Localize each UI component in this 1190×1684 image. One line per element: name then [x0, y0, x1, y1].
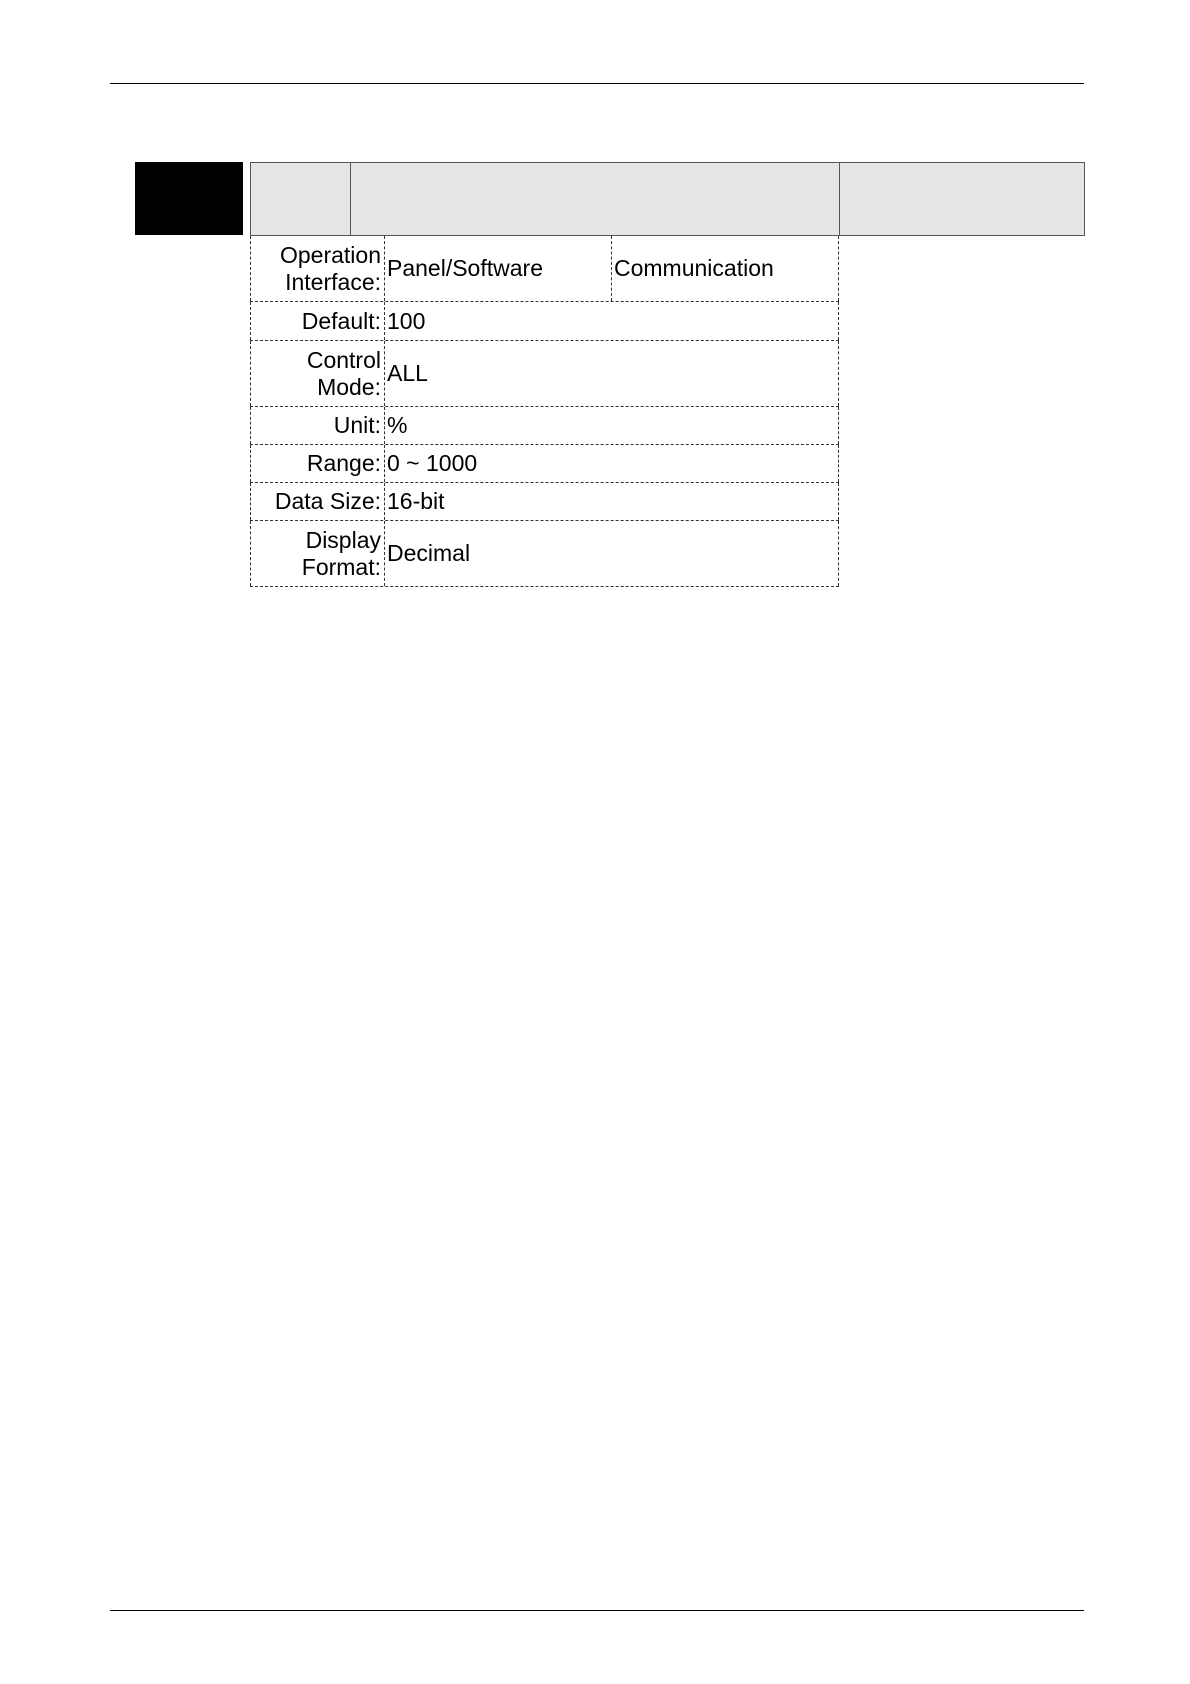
- header-divider: [839, 163, 840, 235]
- parameter-attributes-table: [250, 236, 839, 587]
- unit-label: [250, 407, 385, 444]
- data-size-row: [250, 483, 839, 521]
- communication-text: Communication: [614, 255, 774, 281]
- display-format-label: [250, 521, 385, 586]
- value-text: 16-bit: [387, 488, 445, 514]
- header-rule: [110, 83, 1084, 84]
- label-text: Unit:: [333, 412, 381, 438]
- label-line: Mode:: [317, 373, 381, 400]
- data-size-value: [385, 483, 839, 520]
- label-line: Control: [306, 346, 381, 373]
- label-text: Range:: [306, 450, 381, 476]
- display-format-row: [250, 521, 839, 587]
- value-text: %: [387, 412, 408, 438]
- parameter-number-block: [135, 162, 243, 235]
- control-mode-row: [250, 341, 839, 407]
- label-text: Data Size:: [274, 488, 381, 514]
- panel-software-cell: [385, 236, 612, 301]
- footer-rule: [110, 1610, 1084, 1611]
- operation-interface-label: [250, 236, 385, 301]
- default-label: [250, 302, 385, 340]
- value-text: 100: [387, 307, 426, 334]
- display-format-value: [385, 521, 839, 586]
- control-mode-value: [385, 341, 839, 406]
- range-row: [250, 445, 839, 483]
- parameter-header-bar: [250, 162, 1085, 236]
- operation-interface-value: [385, 236, 839, 301]
- label-text: Default:: [301, 307, 381, 334]
- data-size-label: [250, 483, 385, 520]
- label-line: Operation: [279, 241, 381, 268]
- value-text: 0 ~ 1000: [387, 450, 478, 476]
- unit-value: [385, 407, 839, 444]
- label-line: Display: [305, 526, 381, 553]
- label-line: Format:: [301, 553, 381, 580]
- control-mode-label: [250, 341, 385, 406]
- unit-row: [250, 407, 839, 445]
- communication-cell: [612, 236, 774, 301]
- panel-software-text: Panel/Software: [387, 255, 543, 281]
- range-value: [385, 445, 839, 482]
- default-row: [250, 302, 839, 341]
- value-text: ALL: [387, 360, 428, 386]
- range-label: [250, 445, 385, 482]
- default-value: [385, 302, 839, 340]
- header-divider: [350, 163, 351, 235]
- operation-interface-row: [250, 236, 839, 302]
- label-line: Interface:: [285, 268, 381, 295]
- value-text: Decimal: [387, 540, 471, 566]
